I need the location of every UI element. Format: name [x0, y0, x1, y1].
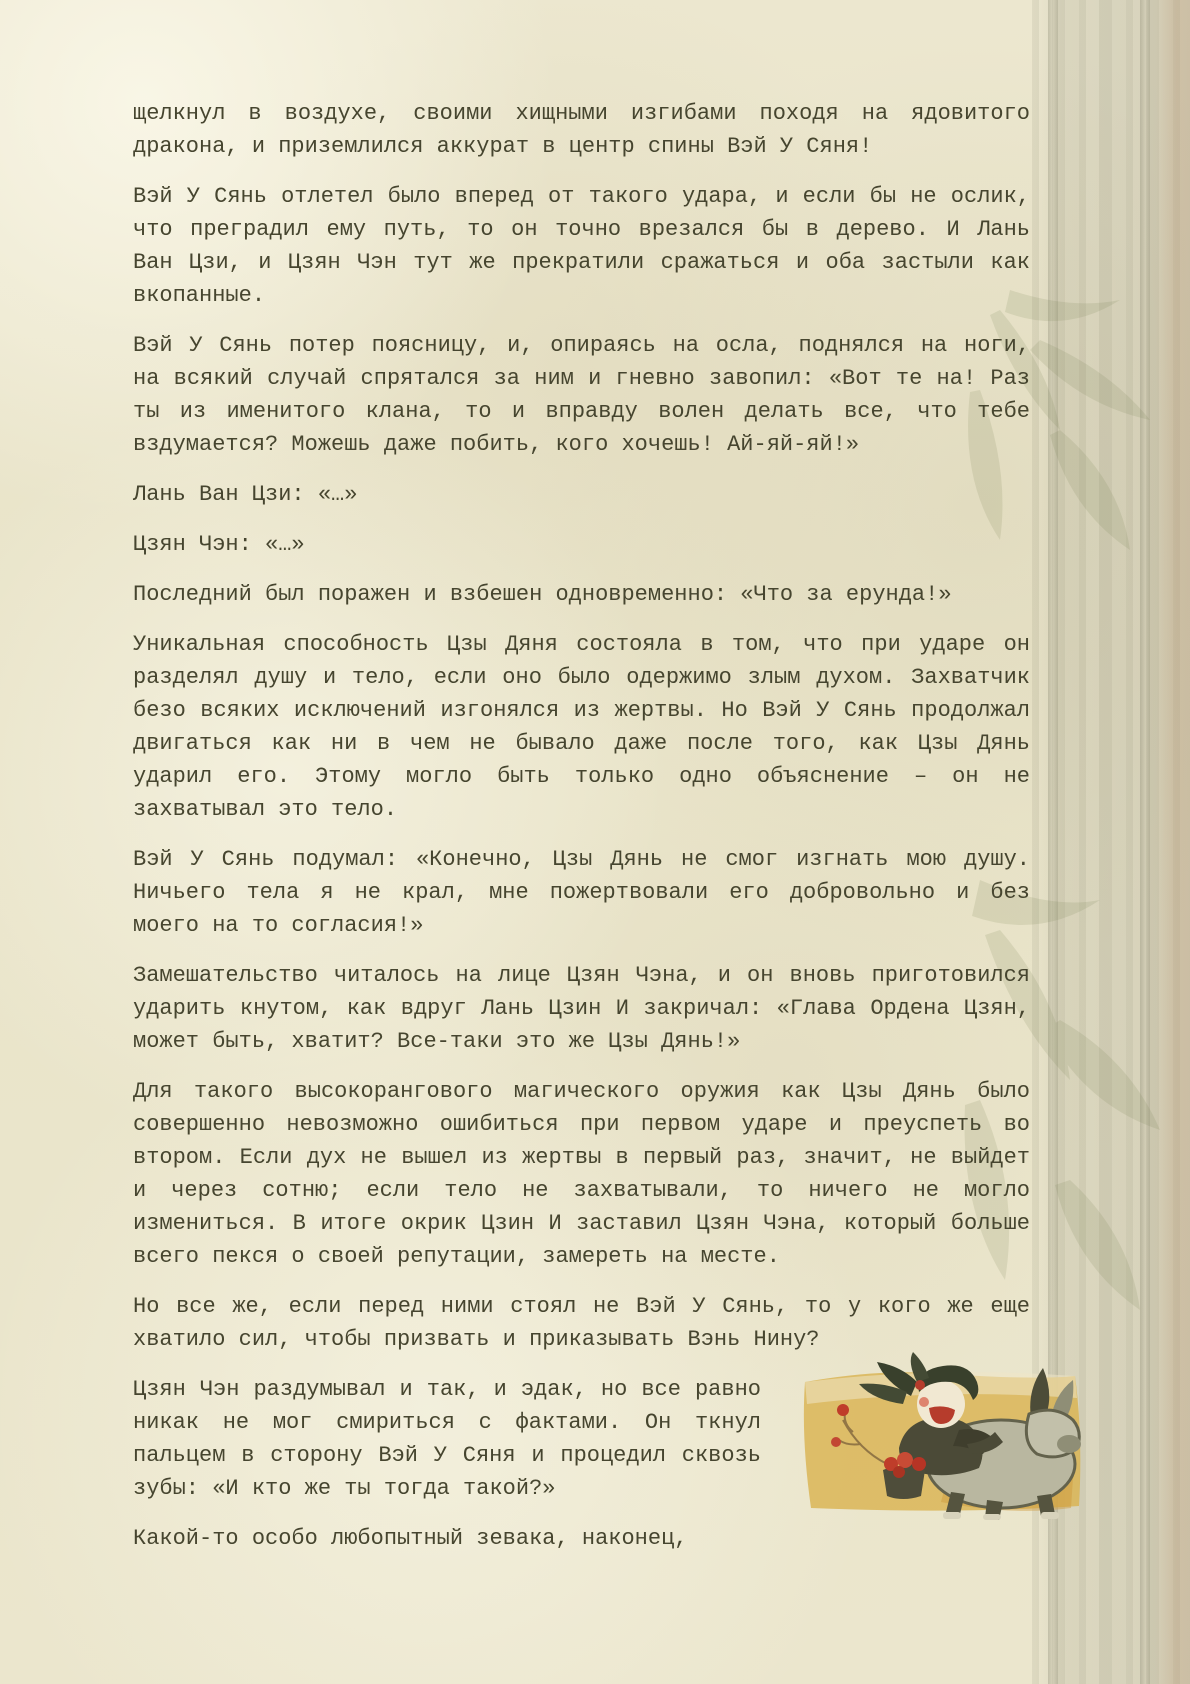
paragraph-4: Лань Ван Цзи: «…» — [133, 482, 358, 507]
paragraph-8: Вэй У Сянь подумал: «Конечно, Цзы Дянь не смог изгнать мою душу. Ничьего тела я не крал, мне пожертвовали его добровольно и без моего на то согласия!» — [133, 847, 1030, 938]
paragraph-5: Цзян Чэн: «…» — [133, 532, 305, 557]
paragraph-13: Какой-то особо любопытный зевака, наконец, — [133, 1526, 688, 1551]
donkey-illustration-art — [791, 1352, 1083, 1520]
paragraph-6: Последний был поражен и взбешен одновременно: «Что за ерунда!» — [133, 582, 952, 607]
paragraph-10: Для такого высокорангового магического оружия как Цзы Дянь было совершенно невозможно ошибиться при первом ударе и преуспеть во втором. Если дух не вышел из жертвы в первый раз, значит, не выйдет и через сотню; если тело не захватывали, то ничего не могло измениться. В итоге окрик Цзин И заставил Цзян Чэна, который больше всего пекся о своей репутации, замереть на месте. — [133, 1079, 1030, 1269]
paragraph-9: Замешательство читалось на лице Цзян Чэна, и он вновь приготовился ударить кнутом, как вдруг Лань Цзин И закричал: «Глава Ордена Цзян, может быть, хватит? Все-таки это же Цзы Дянь!» — [133, 963, 1030, 1054]
paragraph-11: Но все же, если перед ними стоял не Вэй У Сянь, то у кого же еще хватило сил, чтобы призвать и приказывать Вэнь Нину? — [133, 1294, 1030, 1352]
paragraph-12: Цзян Чэн раздумывал и так, и эдак, но все равно никак не мог смириться с фактами. Он ткнул пальцем в сторону Вэй У Сяня и процедил сквозь зубы: «И кто же ты тогда такой?» — [133, 1377, 761, 1501]
page-text — [133, 97, 1030, 1572]
paragraph-7: Уникальная способность Цзы Дяня состояла в том, что при ударе он разделял душу и тело, если оно было одержимо злым духом. Захватчик безо всяких исключений изгонялся из жертвы. Но Вэй У Сянь продолжал двигаться как ни в чем не бывало даже после того, как Цзы Дянь ударил его. Этому могло быть только одно объяснение – он не захватывал это тело. — [133, 632, 1030, 822]
paragraph-1: щелкнул в воздухе, своими хищными изгибами походя на ядовитого дракона, и приземлился аккурат в центр спины Вэй У Сяня! — [133, 101, 1030, 159]
page-edge-shade — [1156, 0, 1190, 1684]
paragraph-2: Вэй У Сянь отлетел было вперед от такого удара, и если бы не ослик, что преградил ему путь, то он точно врезался бы в дерево. И Лань Ван Цзи, и Цзян Чэн тут же прекратили сражаться и оба застыли как вкопанные. — [133, 184, 1030, 308]
donkey-illustration — [791, 1352, 1083, 1520]
paragraph-3: Вэй У Сянь потер поясницу, и, опираясь на осла, поднялся на ноги, на всякий случай спрятался за ним и гневно завопил: «Вот те на! Раз ты из именитого клана, то и вправду волен делать все, что тебе вздумается? Можешь даже побить, кого хочешь! Ай-яй-яй!» — [133, 333, 1030, 457]
